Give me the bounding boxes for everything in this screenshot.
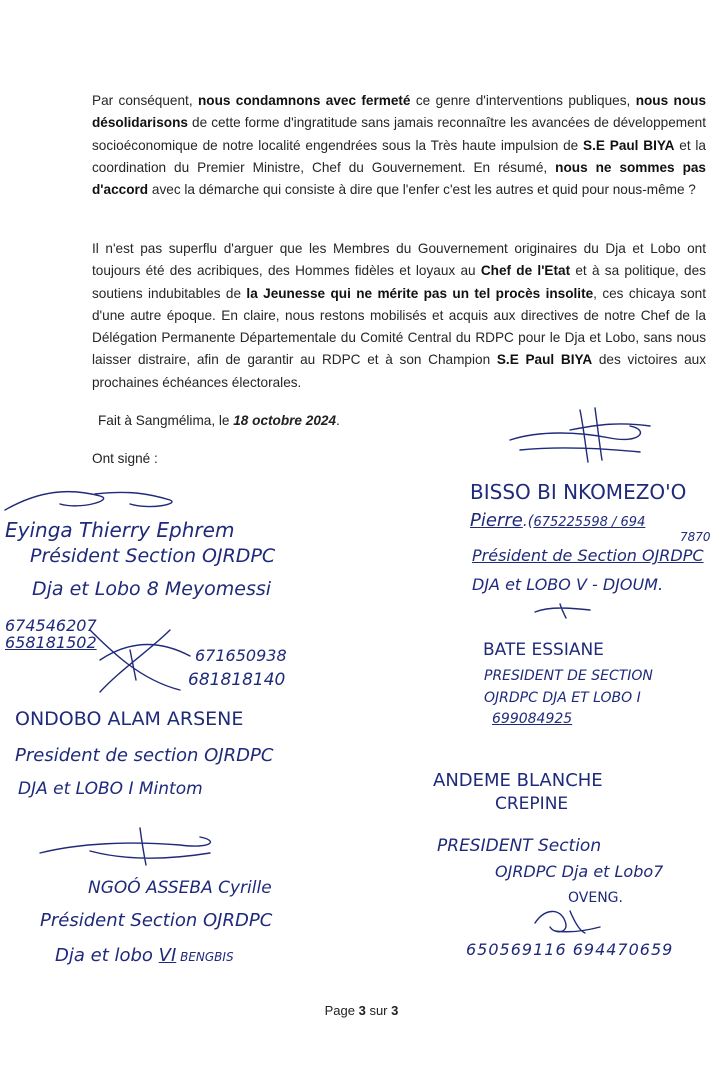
bold-run: la Jeunesse qui ne mérite pas un tel procès insolite bbox=[246, 285, 594, 301]
place-date bbox=[98, 413, 340, 428]
bold-run: S.E Paul BIYA bbox=[496, 352, 593, 368]
signatory-title: PRESIDENT DE SECTION bbox=[484, 668, 653, 684]
signatory-name: ONDOBO ALAM ARSENE bbox=[15, 708, 244, 730]
bold-run: S.E Paul BIYA bbox=[583, 137, 675, 153]
signatory-phone: 650569116 694470659 bbox=[466, 940, 674, 959]
text-run: Il n'est pas superflu d'arguer que les Membres du Gouvernement originaires du Dja et Lobo ont toujours été des acribiques, des Hommes fidèles et loyaux au bbox=[92, 241, 706, 279]
signatory-name: Eyinga Thierry Ephrem bbox=[5, 518, 235, 542]
signatory-area: OJRDPC DJA ET LOBO I bbox=[484, 690, 641, 706]
paragraph-consequence bbox=[92, 90, 706, 201]
signatory-phone: 699084925 bbox=[492, 711, 573, 727]
signature-scribble-3 bbox=[80, 620, 200, 700]
bold-run: Chef de l'Etat bbox=[480, 263, 571, 279]
signatory-name: BISSO BI NKOMEZO'O bbox=[470, 480, 687, 504]
signature-scribble-6 bbox=[525, 903, 605, 938]
text-run: , ces chicaya sont d'une autre époque. En claire, nous restons mobilisés et acquis aux directives de notre Chef de la Délégation Permanente Départementale du Comité Central du RDPC pour le Dja et Lobo, sans nous laisser distraire, afin de garantir au RDPC et à son Champion bbox=[92, 285, 706, 368]
text-run: de cette forme d'ingratitude sans jamais reconnaître les avancées de développement socioéconomique de notre localité engendrées sous la Très haute impulsion de bbox=[92, 115, 706, 153]
area-text: BENGBIS bbox=[176, 950, 234, 964]
signatory-area: OJRDPC Dja et Lobo7 bbox=[495, 862, 664, 881]
signatory-area: Dja et Lobo 8 Meyomessi bbox=[32, 578, 272, 600]
text-run: des victoires aux prochaines échéances électorales. bbox=[92, 352, 707, 390]
signatory-area-second: OVENG. bbox=[568, 890, 623, 906]
signature-scribble-2 bbox=[500, 400, 660, 470]
signatory-phone: 658181502 bbox=[5, 633, 97, 652]
signatory-phone: 7870 bbox=[680, 530, 711, 544]
text-run: et à sa politique, des soutiens indubitables de bbox=[92, 263, 706, 301]
text-run: Par conséquent, bbox=[92, 93, 198, 108]
area-text: Dja et lobo bbox=[55, 945, 159, 966]
signatory-phone: 671650938 bbox=[195, 646, 287, 665]
signature-scribble-5 bbox=[30, 823, 230, 868]
place-text: Fait à Sangmélima, le bbox=[98, 413, 234, 428]
signatory-title: Président de Section OJRDPC bbox=[472, 546, 704, 565]
text-run: avec la démarche qui consiste à dire que l'enfer c'est les autres et quid pour nous-même ? bbox=[148, 182, 696, 198]
signatory-area bbox=[55, 945, 234, 966]
text-run: et la coordination du Premier Ministre, Chef du Gouvernement. En résumé, bbox=[92, 137, 706, 175]
paragraph-support bbox=[92, 238, 706, 394]
signature-scribble-1 bbox=[0, 480, 200, 520]
bold-run: nous ne sommes pas d'accord bbox=[92, 159, 706, 198]
page-footer bbox=[0, 1003, 723, 1018]
signatory-phone: 674546207 bbox=[5, 616, 97, 635]
phone-prefix: .( bbox=[522, 512, 534, 530]
footer-text: Page bbox=[324, 1003, 359, 1018]
page-total: 3 bbox=[391, 1003, 399, 1018]
signatory-title: Président Section OJRDPC bbox=[40, 910, 273, 931]
signatory-title: President de section OJRDPC bbox=[15, 745, 274, 766]
place-suffix: . bbox=[336, 413, 340, 428]
signatory-area: DJA et LOBO I Mintom bbox=[18, 779, 203, 799]
signed-label: Ont signé : bbox=[92, 451, 158, 466]
signatory-title: Président Section OJRDPC bbox=[30, 545, 276, 567]
signatory-name-phone bbox=[470, 510, 645, 531]
signatory-phone: 675225598 / 694 bbox=[533, 515, 646, 530]
signatory-name: NGOÓ ASSEBA Cyrille bbox=[88, 878, 272, 898]
signatory-title: PRESIDENT Section bbox=[437, 836, 602, 856]
area-number: VI bbox=[158, 945, 177, 966]
signature-scribble-4 bbox=[530, 600, 600, 620]
bold-run: nous nous désolidarisons bbox=[92, 93, 706, 131]
text-run: ce genre d'interventions publiques, bbox=[410, 93, 636, 108]
page-number: 3 bbox=[358, 1003, 366, 1018]
signatory-name: BATE ESSIANE bbox=[483, 640, 604, 660]
signatory-name-second: CREPINE bbox=[495, 794, 569, 814]
footer-text: sur bbox=[365, 1003, 392, 1018]
signatory-area: DJA et LOBO V - DJOUM. bbox=[472, 575, 664, 594]
signatory-phone: 681818140 bbox=[188, 670, 286, 690]
signatory-firstname: Pierre bbox=[470, 510, 523, 531]
signatory-name: ANDEME BLANCHE bbox=[433, 770, 603, 791]
bold-run: nous condamnons avec fermeté bbox=[197, 93, 411, 108]
signing-date: 18 octobre 2024 bbox=[233, 413, 337, 428]
